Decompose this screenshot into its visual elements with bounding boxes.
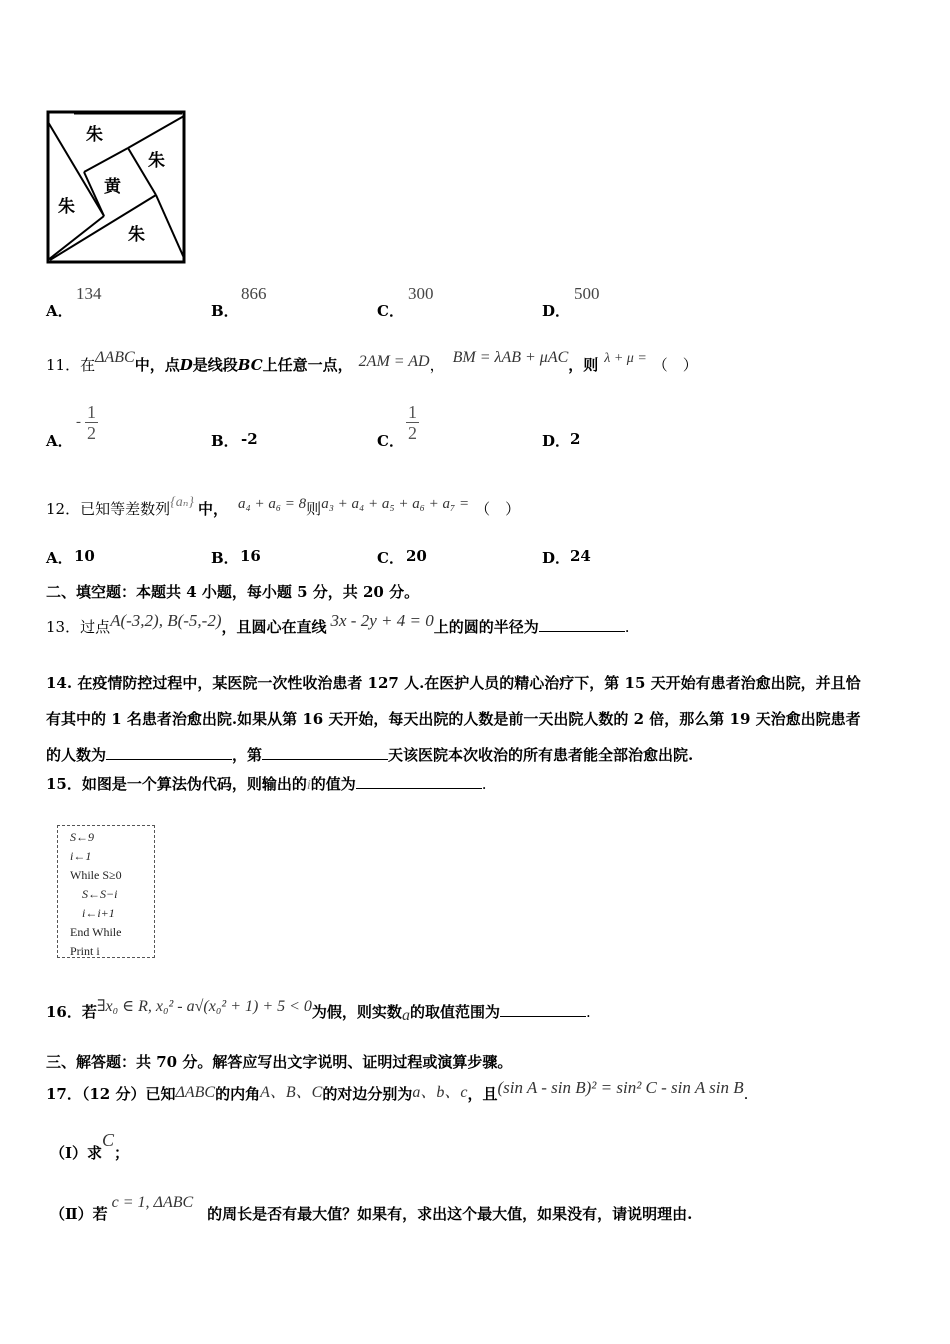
q12-number: 12．已知等差数列 [46, 500, 171, 518]
q10-option-c-label: C． [377, 302, 404, 320]
q15-var: i [306, 778, 311, 793]
q16-expression: ∃x₀ ∈ R, x₀² - a√(x₀² + 1) + 5 < 0 [96, 998, 312, 1015]
q11-number: 11．在 [46, 356, 96, 374]
question-12 [46, 496, 520, 524]
q11-point-d: D [179, 356, 193, 374]
pseudocode-line-7: Print i [70, 944, 100, 958]
q14-line3 [46, 737, 861, 773]
q11-option-c-denominator: 2 [408, 423, 417, 443]
q11-option-d-label: D． [542, 432, 571, 450]
q15-text-b: 的值为 [310, 775, 356, 793]
q17-part-2 [50, 1194, 693, 1229]
q11-option-c-value [406, 402, 419, 443]
section-2-heading: 二、填空题：本题共 4 小题，每小题 5 分，共 20 分。 [46, 583, 420, 601]
q14-answer-blank-1[interactable] [106, 745, 232, 760]
figure-char-left: 朱 [58, 197, 75, 217]
pseudocode-line-2: i←1 [70, 849, 92, 863]
q11-comma: ， [429, 356, 445, 374]
q17-part-1-var: C [102, 1130, 115, 1150]
section-3-heading: 三、解答题：共 70 分。解答应写出文字说明、证明过程或演算步骤。 [46, 1053, 513, 1071]
q10-option-c-value: 300 [408, 284, 434, 303]
figure-line [128, 116, 184, 148]
q11-mid: 中，点 [134, 356, 180, 374]
q13-number: 13．过点 [46, 618, 111, 636]
question-16 [46, 998, 591, 1027]
q12-sequence: {aₙ} [170, 495, 194, 510]
figure-char-center: 黄 [104, 177, 121, 197]
q12-option-c-value: 20 [406, 547, 427, 565]
q16-text-a: 16．若 [46, 1003, 97, 1021]
question-13 [46, 611, 630, 640]
question-14 [46, 665, 861, 773]
q10-option-d-value: 500 [574, 284, 600, 303]
question-15 [46, 773, 487, 797]
pseudocode-line-6: End While [70, 925, 122, 939]
q12-then: 则 [306, 500, 322, 518]
q14-line1: 14. 在疫情防控过程中，某医院一次性收治患者 127 人.在医护人员的精心治疗下，第 15 天开始有患者治愈出院，并且恰 [46, 674, 861, 692]
figure-line [156, 195, 184, 258]
q11-paren: （ ） [652, 356, 698, 374]
q11-option-a-fraction [85, 402, 98, 443]
q12-option-d-label: D． [542, 549, 571, 567]
q13-answer-blank[interactable] [539, 617, 625, 632]
pseudocode-line-1: S←9 [70, 830, 94, 844]
q11-option-c-fraction [406, 402, 419, 443]
pseudocode-box [57, 825, 155, 958]
q10-option-a-value: 134 [76, 284, 102, 303]
q17-text-d: ，且 [467, 1085, 498, 1103]
q14-line3a: 的人数为 [46, 746, 107, 764]
pseudocode-line-5: i←i+1 [82, 906, 115, 920]
q11-option-a-numerator: 1 [87, 402, 96, 422]
q12-option-c-label: C． [377, 549, 404, 567]
q11-segment: BC [237, 356, 263, 374]
q16-tail: . [585, 1003, 591, 1021]
q17-equation: (sin A - sin B)² = sin² C - sin A sin B [497, 1078, 744, 1097]
q14-line3c: 天该医院本次收治的所有患者能全部治愈出院. [388, 746, 694, 764]
q17-triangle: ΔABC [175, 1084, 216, 1101]
q11-vector-eq2: BM = λAB + μAC [452, 349, 569, 366]
q11-triangle: ΔABC [95, 349, 135, 366]
q17-part-2-text-b: 的周长是否有最大值？如果有，求出这个最大值，如果没有，请说明理由. [207, 1205, 693, 1223]
q11-option-b-value: -2 [241, 430, 258, 448]
q12-paren: （ ） [475, 500, 521, 518]
q15-answer-blank[interactable] [356, 774, 482, 789]
q15-text-a: 15．如图是一个算法伪代码，则输出的 [46, 775, 307, 793]
q12-option-a-value: 10 [74, 547, 95, 565]
question-11 [46, 349, 698, 380]
q10-option-b-value: 866 [241, 284, 267, 303]
q16-text-c: 的取值范围为 [409, 1003, 500, 1021]
q12-option-b-label: B． [211, 549, 239, 567]
q11-option-c-numerator: 1 [408, 402, 417, 422]
q10-option-b-label: B． [211, 302, 239, 320]
figure-line [84, 172, 104, 216]
q12-mid: 中， [197, 500, 228, 518]
q14-answer-blank-2[interactable] [262, 745, 388, 760]
q15-tail: . [481, 775, 487, 793]
q10-option-a-label: A． [46, 302, 73, 320]
pseudocode-line-3: While S≥0 [70, 868, 122, 882]
q13-line: 3x - 2y + 4 = 0 [330, 611, 434, 630]
q17-sides: a、b、c [412, 1084, 468, 1101]
q13-mid: ，且圆心在直线 [221, 618, 327, 636]
q11-option-b-label: B． [211, 432, 239, 450]
q11-option-d-value: 2 [570, 430, 581, 448]
q16-text-b: 为假，则实数 [311, 1003, 402, 1021]
question-17 [46, 1080, 748, 1109]
q17-part-2-text-a: （Ⅱ）若 [50, 1205, 108, 1223]
pseudocode-line-4: S←S−i [82, 887, 118, 901]
q17-part-1 [50, 1130, 130, 1167]
q17-part-2-condition: c = 1, ΔABC [111, 1194, 194, 1211]
q12-expression: a₃ + a₄ + a₅ + a₆ + a₇ = [321, 496, 470, 512]
q17-tail: . [743, 1085, 749, 1103]
q11-text2: 是线段 [192, 356, 238, 374]
figure-char-top: 朱 [86, 125, 103, 145]
figure-line [84, 148, 128, 172]
q13-end: 上的圆的半径为 [433, 618, 539, 636]
pythagoras-figure [44, 108, 190, 266]
q17-part-1-text-a: （Ⅰ）求 [50, 1144, 103, 1162]
figure-char-right: 朱 [148, 151, 165, 171]
q14-line2: 有其中的 1 名患者治愈出院.如果从第 16 天开始，每天出院的人数是前一天出院人数的 2 倍，那么第 19 天治愈出院患者 [46, 710, 861, 728]
q11-text3: 上任意一点， [262, 356, 353, 374]
q11-option-a-value [76, 402, 98, 443]
q13-points: A(-3,2), B(-5,-2) [110, 611, 222, 630]
q11-option-a-label: A． [46, 432, 73, 450]
q11-then: ，则 [568, 356, 599, 374]
q17-text-b: 的内角 [215, 1085, 261, 1103]
figure-char-bottom: 朱 [128, 225, 145, 245]
q11-option-a-sign: - [76, 414, 81, 430]
q12-option-b-value: 16 [240, 547, 261, 565]
q12-condition: a₄ + a₆ = 8 [237, 496, 307, 512]
q17-part-1-text-b: ； [114, 1144, 130, 1162]
q16-var: a [401, 1007, 410, 1024]
q11-vector-eq1: 2AM = AD [358, 353, 430, 370]
q13-tail: . [624, 618, 630, 636]
q16-answer-blank[interactable] [500, 1002, 586, 1017]
q17-text-c: 的对边分别为 [322, 1085, 413, 1103]
q17-text-a: 17．（12 分）已知 [46, 1085, 176, 1103]
q17-angles: A、B、C [260, 1084, 323, 1101]
q11-option-c-label: C． [377, 432, 404, 450]
q11-option-a-denominator: 2 [87, 423, 96, 443]
q10-option-d-label: D． [542, 302, 571, 320]
q14-line3b: ，第 [232, 746, 263, 764]
q12-option-a-label: A． [46, 549, 73, 567]
q12-option-d-value: 24 [570, 547, 591, 565]
figure-line [48, 216, 104, 260]
q11-expression: λ + μ = [604, 351, 647, 366]
